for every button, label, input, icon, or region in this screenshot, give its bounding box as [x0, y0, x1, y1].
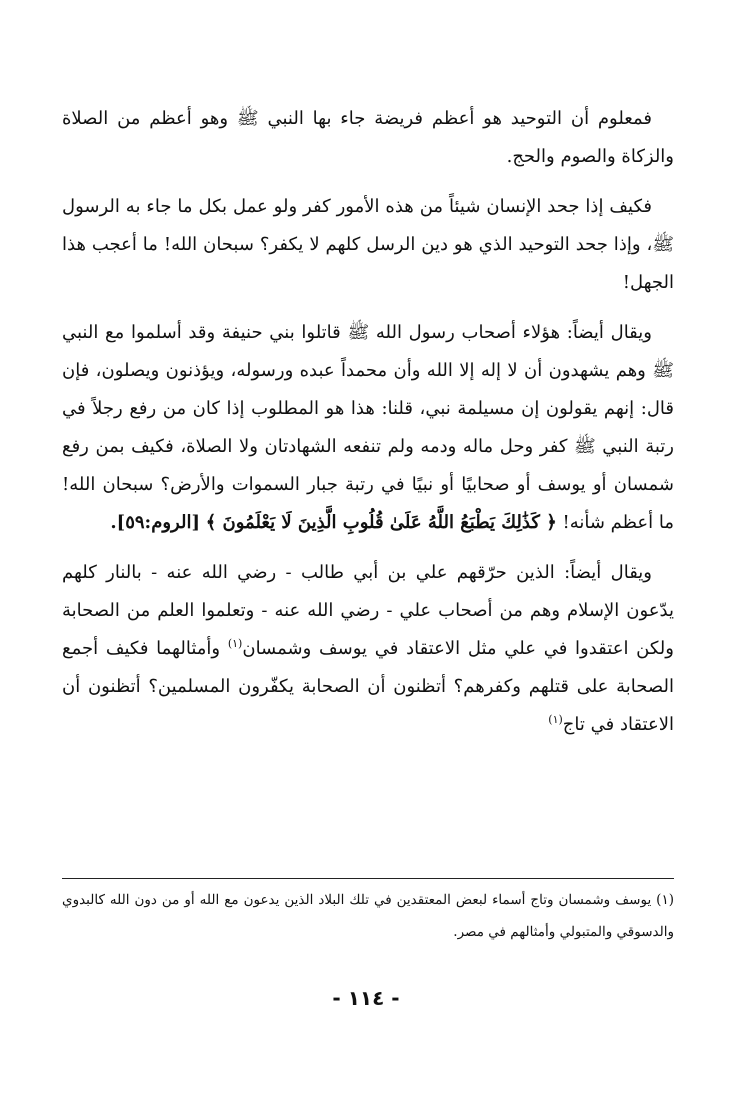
footnote-marker-trailing: (١)	[548, 713, 563, 726]
paragraph-4	[62, 554, 674, 744]
paragraph-4-text-b: وأمثالهما فكيف أجمع الصحابة على قتلهم وكفرهم؟ أتظنون أن الصحابة يكفّرون المسلمين؟ أتظنون أن الاعتقاد في تاج	[62, 638, 674, 735]
paragraph-3-text: ويقال أيضاً: هؤلاء أصحاب رسول الله ﷺ قاتلوا بني حنيفة وقد أسلموا مع النبي ﷺ وهم يشهدون أن لا إله إلا الله وأن محمداً عبده ورسوله، ويؤذنون ويصلون، فإن قال: إنهم يقولون إن مسيلمة نبي، قلنا: هذا هو المطلوب إذا كان من رفع رجلاً في رتبة النبي ﷺ كفر وحل ماله ودمه ولم تنفعه الشهادتان ولا الصلاة، فكيف بمن رفع شمسان أو يوسف أو صحابيًا أو نبيًا في رتبة جبار السموات والأرض؟ سبحان الله! ما أعظم شأنه!	[62, 322, 674, 533]
paragraph-3	[62, 314, 674, 542]
page-number: - ١١٤ -	[332, 986, 400, 1010]
paragraph-2: فكيف إذا جحد الإنسان شيئاً من هذه الأمور كفر ولو عمل بكل ما جاء به الرسول ﷺ، وإذا جحد التوحيد الذي هو دين الرسل كلهم لا يكفر؟ سبحان الله! ما أعجب هذا الجهل!	[62, 196, 674, 293]
footnote-marker: (١)	[227, 637, 243, 650]
footnotes	[62, 884, 674, 948]
footnote-divider	[62, 878, 674, 879]
page-body	[62, 100, 674, 744]
paragraph-4-text-a: ويقال أيضاً: الذين حرّقهم علي بن أبي طالب - رضي الله عنه - بالنار كلهم يدّعون الإسلام وهم من أصحاب علي - رضي الله عنه - وتعلموا العلم من الصحابة ولكن اعتقدوا في علي مثل الاعتقاد في يوسف وشمسان	[62, 562, 674, 659]
quran-quote: ﴿ كَذَٰلِكَ يَطْبَعُ اللَّهُ عَلَىٰ قُلُوبِ الَّذِينَ لَا يَعْلَمُونَ ﴾	[205, 512, 557, 533]
paragraph-1: فمعلوم أن التوحيد هو أعظم فريضة جاء بها النبي ﷺ وهو أعظم من الصلاة والزكاة والصوم والحج.	[62, 108, 674, 167]
quran-reference: [الروم:٥٩].	[110, 512, 200, 533]
footnote-1: (١) يوسف وشمسان وتاج أسماء لبعض المعتقدين في تلك البلاد الذين يدعون مع الله أو من دون الله كالبدوي والدسوقي والمتبولي وأمثالهم في مصر.	[62, 892, 674, 940]
